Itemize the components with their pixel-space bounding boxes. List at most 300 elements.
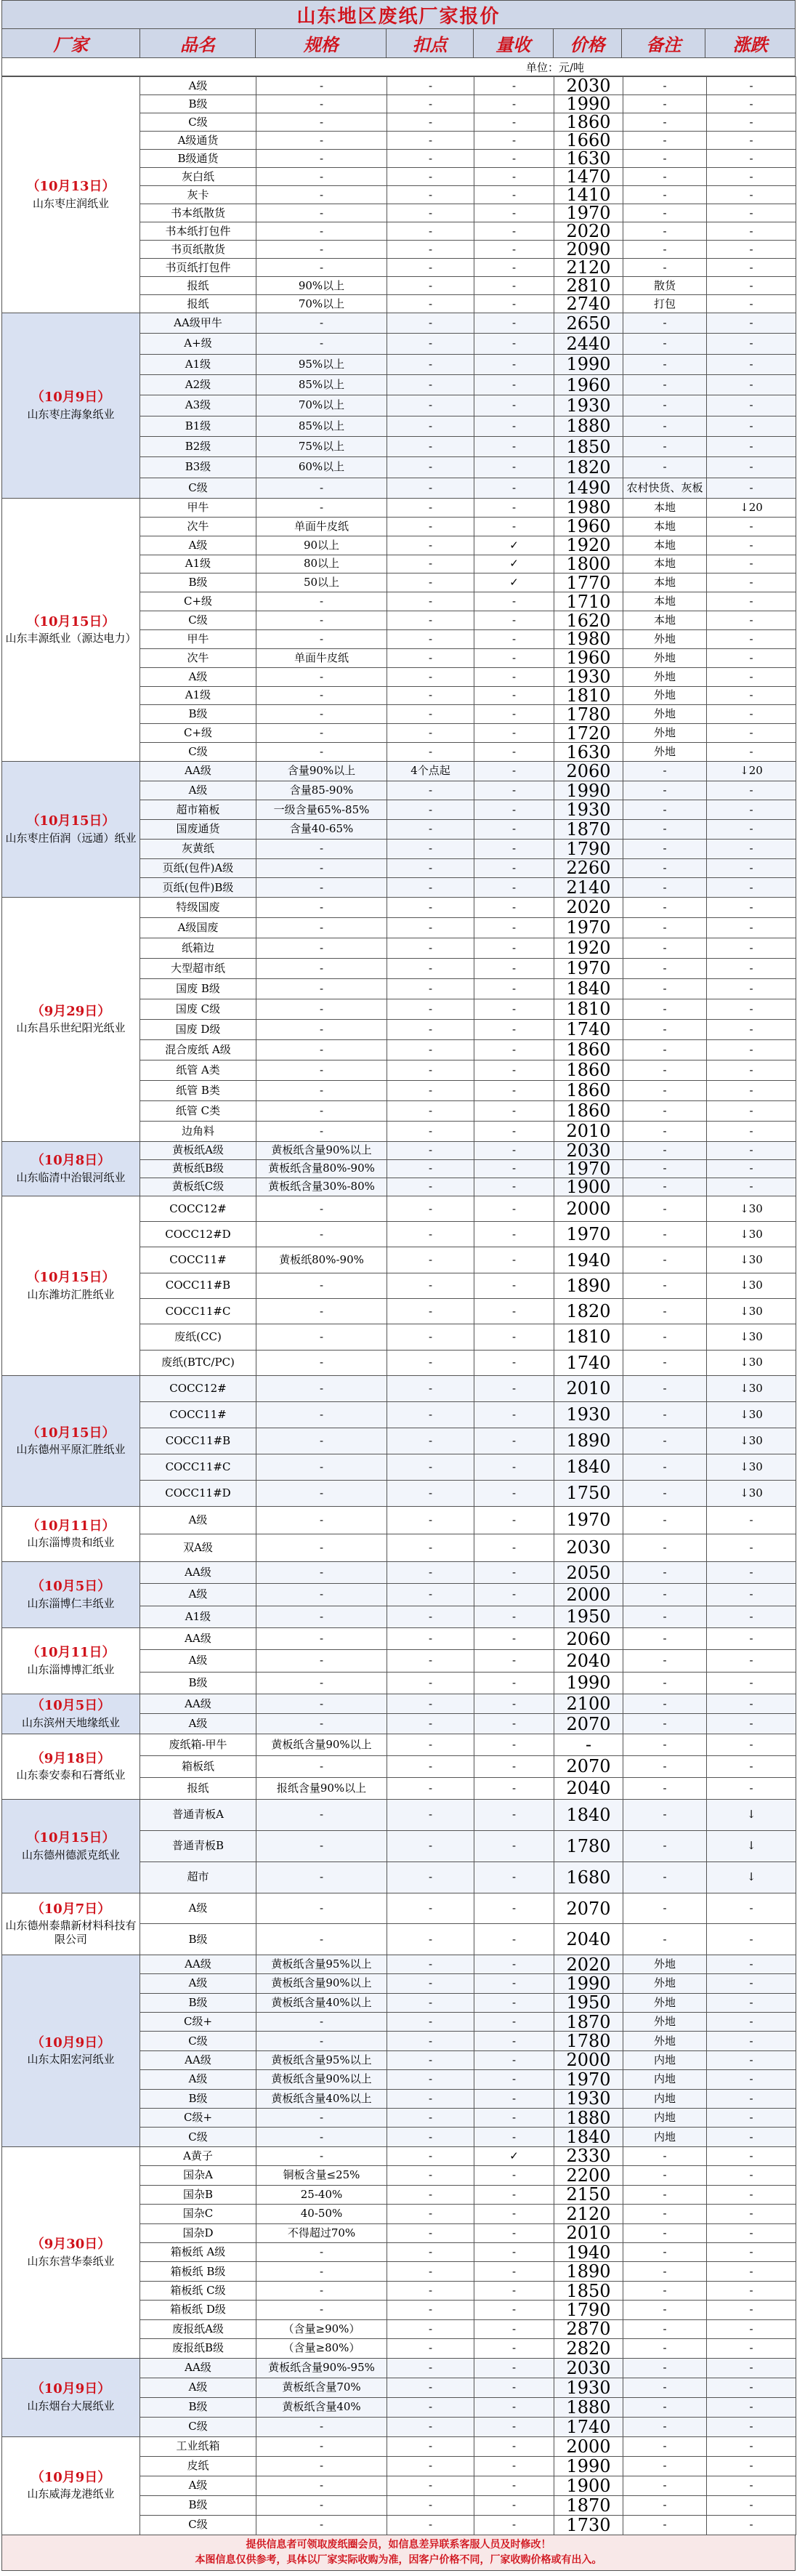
deduction-cell: - — [387, 2319, 474, 2338]
change-cell: - — [707, 781, 796, 800]
table-row — [2, 1506, 796, 1534]
spec-cell: 75%以上 — [256, 436, 387, 456]
price-cell: 1970 — [554, 1506, 623, 1534]
deduction-cell: - — [387, 820, 474, 840]
change-cell: - — [707, 1672, 796, 1694]
remark-cell: - — [623, 2301, 707, 2319]
footer-line: 提供信息者可领取废纸圈会员，如信息差异联系客服人员及时修改！ — [246, 2539, 551, 2551]
quantity-cell: - — [474, 354, 554, 374]
spec-cell: 黄板纸含量80%-90% — [256, 1159, 387, 1178]
change-cell: - — [707, 1993, 796, 2012]
change-cell: - — [707, 150, 796, 168]
company-name: 山东临清中治银河纸业 — [16, 1170, 126, 1184]
deduction-cell: - — [387, 858, 474, 878]
remark-cell: 外地 — [623, 2013, 707, 2032]
spec-cell: 85%以上 — [256, 416, 387, 436]
header-change: 涨跌 — [732, 34, 768, 55]
company-group — [2, 761, 796, 897]
product-cell: A级 — [140, 2378, 256, 2397]
change-cell: - — [707, 168, 796, 186]
price-cell: - — [554, 1734, 623, 1755]
quantity-cell: - — [474, 2515, 554, 2535]
change-cell: - — [707, 648, 796, 667]
quote-date: （10月13日） — [26, 179, 116, 195]
spec-cell: - — [256, 1627, 387, 1649]
product-cell: 普通青板B — [140, 1830, 256, 1861]
price-cell: 1840 — [554, 978, 623, 999]
price-cell: 1890 — [554, 1273, 623, 1298]
company-group — [2, 1734, 796, 1799]
spec-cell: - — [256, 1506, 387, 1534]
product-cell: 国废通货 — [140, 820, 256, 840]
deduction-cell: - — [387, 781, 474, 800]
deduction-cell: - — [387, 354, 474, 374]
remark-cell: - — [623, 1924, 707, 1955]
deduction-cell: - — [387, 2262, 474, 2281]
price-cell: 1730 — [554, 2515, 623, 2535]
change-cell: - — [707, 978, 796, 999]
spec-cell: - — [256, 978, 387, 999]
price-cell: 1630 — [554, 150, 623, 168]
product-cell: 灰白纸 — [140, 168, 256, 186]
company-cell — [2, 313, 140, 499]
price-cell: 1780 — [554, 2032, 623, 2050]
quantity-cell: - — [474, 1694, 554, 1714]
spec-cell: - — [256, 999, 387, 1019]
product-cell: 次牛 — [140, 648, 256, 667]
deduction-cell: - — [387, 313, 474, 334]
company-name: 山东泰安泰和石膏纸业 — [16, 1768, 126, 1782]
product-cell: 灰黄纸 — [140, 839, 256, 858]
remark-cell: - — [623, 2146, 707, 2165]
unit-note: 单位：元/吨 — [1, 58, 796, 76]
spec-cell: 70%以上 — [256, 295, 387, 313]
price-cell: 1970 — [554, 2070, 623, 2089]
spec-cell: - — [256, 2417, 387, 2436]
deduction-cell: - — [387, 724, 474, 743]
deduction-cell: - — [387, 150, 474, 168]
quantity-cell: - — [474, 277, 554, 295]
product-cell: 书本纸打包件 — [140, 222, 256, 241]
table-header — [1, 29, 796, 58]
quantity-cell: - — [474, 1830, 554, 1861]
product-cell: 次牛 — [140, 517, 256, 536]
spec-cell: 40-50% — [256, 2205, 387, 2223]
deduction-cell: - — [387, 648, 474, 667]
spec-cell: - — [256, 629, 387, 648]
company-name: 山东潍坊汇胜纸业 — [27, 1287, 115, 1301]
price-cell: 1920 — [554, 938, 623, 958]
quantity-cell: - — [474, 295, 554, 313]
quantity-cell: - — [474, 2262, 554, 2281]
product-cell: 页纸(包件)B级 — [140, 878, 256, 898]
footer-line: 本图信息仅供参考，具体以厂家实际收购为准，因客户价格不同，厂家收购价格或有出入。 — [195, 2553, 602, 2566]
deduction-cell: - — [387, 2050, 474, 2069]
quantity-cell: - — [474, 2436, 554, 2456]
price-cell: 1890 — [554, 2262, 623, 2281]
spec-cell: 黄板纸含量90%-95% — [256, 2358, 387, 2378]
quote-date: （10月15日） — [26, 1425, 116, 1441]
deduction-cell: - — [387, 113, 474, 132]
change-cell: - — [707, 277, 796, 295]
product-cell: A1级 — [140, 555, 256, 573]
price-cell: 1850 — [554, 436, 623, 456]
price-cell: 2070 — [554, 1714, 623, 1734]
spec-cell: - — [256, 2128, 387, 2146]
company-group — [2, 1955, 796, 2146]
spec-cell: 一级含量65%-85% — [256, 800, 387, 820]
remark-cell: - — [623, 917, 707, 938]
product-cell: 混合废纸 A级 — [140, 1039, 256, 1060]
price-cell: 1990 — [554, 2456, 623, 2476]
price-cell: 2040 — [554, 1924, 623, 1955]
deduction-cell: - — [387, 2301, 474, 2319]
spec-cell: 95%以上 — [256, 354, 387, 374]
spec-cell: 黄板纸含量95%以上 — [256, 1955, 387, 1973]
change-cell: - — [707, 1561, 796, 1583]
table-row — [2, 2436, 796, 2456]
price-cell: 1930 — [554, 1401, 623, 1428]
deduction-cell: - — [387, 2070, 474, 2089]
deduction-cell: - — [387, 2146, 474, 2165]
product-cell: B级 — [140, 2495, 256, 2515]
quantity-cell: - — [474, 743, 554, 762]
product-cell: 报纸 — [140, 1777, 256, 1799]
remark-cell: - — [623, 1755, 707, 1777]
company-group — [2, 2146, 796, 2358]
quantity-cell: - — [474, 1606, 554, 1627]
quantity-cell: - — [474, 1141, 554, 1159]
change-cell: - — [707, 1606, 796, 1627]
spec-cell: - — [256, 1019, 387, 1039]
spec-cell: - — [256, 1196, 387, 1221]
change-cell: - — [707, 2339, 796, 2358]
price-cell: 1810 — [554, 1324, 623, 1350]
company-cell — [2, 1196, 140, 1375]
header-spec: 规格 — [256, 29, 387, 57]
price-cell: 1960 — [554, 648, 623, 667]
change-cell: - — [707, 1694, 796, 1714]
price-cell: 1930 — [554, 800, 623, 820]
deduction-cell: - — [387, 1861, 474, 1893]
quantity-cell: - — [474, 186, 554, 204]
change-cell: - — [707, 2108, 796, 2127]
price-cell: 1620 — [554, 611, 623, 630]
spec-cell: 含量90%以上 — [256, 761, 387, 781]
remark-cell: - — [623, 2281, 707, 2300]
remark-cell: 本地 — [623, 517, 707, 536]
quantity-cell: - — [474, 2050, 554, 2069]
remark-cell: - — [623, 2417, 707, 2436]
footer-note — [1, 2535, 796, 2571]
price-cell: 1660 — [554, 132, 623, 150]
deduction-cell: - — [387, 536, 474, 555]
quantity-cell: - — [474, 1893, 554, 1924]
product-cell: 书页纸打包件 — [140, 259, 256, 277]
deduction-cell: - — [387, 1974, 474, 1993]
quantity-cell: - — [474, 611, 554, 630]
product-cell: 报纸 — [140, 295, 256, 313]
quantity-cell: - — [474, 2032, 554, 2050]
change-cell: - — [707, 878, 796, 898]
product-cell: AA级 — [140, 2358, 256, 2378]
spec-cell: - — [256, 2515, 387, 2535]
spec-cell: - — [256, 1755, 387, 1777]
deduction-cell: - — [387, 1534, 474, 1561]
quantity-cell: - — [474, 820, 554, 840]
remark-cell: - — [623, 186, 707, 204]
price-cell: 1880 — [554, 2108, 623, 2127]
product-cell: B2级 — [140, 436, 256, 456]
product-cell: C级 — [140, 743, 256, 762]
change-cell: ↓30 — [707, 1247, 796, 1273]
spec-cell: - — [256, 168, 387, 186]
quantity-cell: - — [474, 1755, 554, 1777]
change-cell: ↓30 — [707, 1401, 796, 1428]
table-row — [2, 1141, 796, 1159]
change-cell: - — [707, 1080, 796, 1100]
quantity-cell: - — [474, 416, 554, 436]
product-cell: AA级 — [140, 2050, 256, 2069]
spec-cell: - — [256, 222, 387, 241]
change-cell: ↓30 — [707, 1428, 796, 1454]
change-cell: - — [707, 724, 796, 743]
spec-cell: 黄板纸含量40%以上 — [256, 1993, 387, 2012]
spec-cell: - — [256, 150, 387, 168]
price-table — [1, 76, 796, 2535]
change-cell: ↓30 — [707, 1196, 796, 1221]
spec-cell: - — [256, 259, 387, 277]
product-cell: A级 — [140, 781, 256, 800]
product-cell: 甲牛 — [140, 629, 256, 648]
price-cell: 1820 — [554, 457, 623, 478]
spec-cell: - — [256, 334, 387, 354]
remark-cell: - — [623, 1506, 707, 1534]
deduction-cell: - — [387, 2089, 474, 2108]
product-cell: 普通青板A — [140, 1799, 256, 1830]
deduction-cell: - — [387, 1755, 474, 1777]
deduction-cell: - — [387, 295, 474, 313]
spec-cell: 铜板含量≤25% — [256, 2166, 387, 2185]
price-cell: 1970 — [554, 1222, 623, 1247]
price-cell: 1860 — [554, 113, 623, 132]
deduction-cell: - — [387, 1141, 474, 1159]
spec-cell: 黄板纸含量90%以上 — [256, 1141, 387, 1159]
remark-cell: - — [623, 2515, 707, 2535]
quantity-cell: - — [474, 2397, 554, 2417]
spec-cell: 85%以上 — [256, 374, 387, 395]
product-cell: A级通货 — [140, 132, 256, 150]
remark-cell: - — [623, 1019, 707, 1039]
spec-cell: - — [256, 897, 387, 917]
product-cell: 纸管 A类 — [140, 1060, 256, 1080]
product-cell: COCC11#B — [140, 1273, 256, 1298]
remark-cell: 外地 — [623, 1993, 707, 2012]
quantity-cell: - — [474, 2456, 554, 2476]
quantity-cell: - — [474, 1480, 554, 1506]
deduction-cell: - — [387, 2185, 474, 2204]
deduction-cell: - — [387, 1100, 474, 1121]
remark-cell: - — [623, 95, 707, 113]
deduction-cell: - — [387, 132, 474, 150]
table-row — [2, 1955, 796, 1973]
change-cell: - — [707, 839, 796, 858]
price-cell: 1860 — [554, 1060, 623, 1080]
product-cell: C级 — [140, 478, 256, 498]
remark-cell: 外地 — [623, 686, 707, 705]
price-cell: 1980 — [554, 498, 623, 517]
deduction-cell: - — [387, 1584, 474, 1606]
price-cell: 1820 — [554, 1299, 623, 1324]
price-cell: 1970 — [554, 958, 623, 978]
spec-cell: - — [256, 113, 387, 132]
quantity-cell: - — [474, 1222, 554, 1247]
company-cell — [2, 1694, 140, 1734]
quantity-cell: - — [474, 839, 554, 858]
remark-cell: - — [623, 1480, 707, 1506]
quantity-cell: - — [474, 2223, 554, 2242]
remark-cell: - — [623, 1606, 707, 1627]
remark-cell: - — [623, 1650, 707, 1672]
change-cell: - — [707, 1121, 796, 1141]
deduction-cell: - — [387, 1924, 474, 1955]
product-cell: AA级 — [140, 761, 256, 781]
change-cell: - — [707, 1734, 796, 1755]
spec-cell: - — [256, 95, 387, 113]
remark-cell: - — [623, 168, 707, 186]
quote-date: （10月11日） — [26, 1645, 116, 1661]
change-cell: - — [707, 2185, 796, 2204]
change-cell: - — [707, 2013, 796, 2032]
spec-cell: - — [256, 686, 387, 705]
spec-cell: 黄板纸含量90%以上 — [256, 1734, 387, 1755]
quantity-cell: - — [474, 1627, 554, 1649]
change-cell: ↓ — [707, 1830, 796, 1861]
price-cell: 1740 — [554, 2417, 623, 2436]
change-cell: - — [707, 354, 796, 374]
price-cell: 1940 — [554, 1247, 623, 1273]
remark-cell: - — [623, 334, 707, 354]
remark-cell: 外地 — [623, 705, 707, 724]
table-row — [2, 1893, 796, 1924]
change-cell: - — [707, 2319, 796, 2338]
product-cell: 国废 D级 — [140, 1019, 256, 1039]
change-cell: - — [707, 2378, 796, 2397]
spec-cell: - — [256, 592, 387, 611]
change-cell: - — [707, 1627, 796, 1649]
deduction-cell: - — [387, 374, 474, 395]
deduction-cell: - — [387, 1893, 474, 1924]
change-cell: - — [707, 313, 796, 334]
remark-cell: - — [623, 958, 707, 978]
price-cell: 2070 — [554, 1893, 623, 1924]
price-cell: 2200 — [554, 2166, 623, 2185]
company-group — [2, 897, 796, 1141]
remark-cell: - — [623, 1584, 707, 1606]
company-name: 山东德州泰鼎新材料科技有限公司 — [5, 1919, 137, 1947]
company-cell — [2, 1506, 140, 1561]
company-group — [2, 1893, 796, 1955]
deduction-cell: - — [387, 2436, 474, 2456]
company-group — [2, 2436, 796, 2535]
price-cell: 2150 — [554, 2185, 623, 2204]
quote-date: （10月11日） — [26, 1518, 116, 1534]
spec-cell: 黄板纸含量95%以上 — [256, 2050, 387, 2069]
change-cell: - — [707, 705, 796, 724]
remark-cell: 农村快货、灰板 — [623, 478, 707, 498]
product-cell: 箱板纸 C级 — [140, 2281, 256, 2300]
quantity-cell: - — [474, 781, 554, 800]
change-cell: - — [707, 958, 796, 978]
remark-cell: 散货 — [623, 277, 707, 295]
deduction-cell: - — [387, 334, 474, 354]
remark-cell: - — [623, 839, 707, 858]
company-group — [2, 1561, 796, 1627]
company-cell — [2, 1375, 140, 1506]
table-row — [2, 498, 796, 517]
spec-cell: 90以上 — [256, 536, 387, 555]
remark-cell: - — [623, 1830, 707, 1861]
company-name: 山东昌乐世纪阳光纸业 — [16, 1021, 126, 1035]
header-product: 品名 — [140, 29, 256, 57]
remark-cell: 内地 — [623, 2089, 707, 2108]
deduction-cell: - — [387, 2495, 474, 2515]
change-cell: - — [707, 2436, 796, 2456]
quantity-cell: - — [474, 313, 554, 334]
change-cell: ↓20 — [707, 498, 796, 517]
product-cell: 大型超市纸 — [140, 958, 256, 978]
company-cell — [2, 761, 140, 897]
spec-cell: 黄板纸含量90%以上 — [256, 2070, 387, 2089]
price-cell: 2030 — [554, 77, 623, 95]
deduction-cell: - — [387, 1350, 474, 1375]
change-cell: - — [707, 113, 796, 132]
product-cell: 国杂C — [140, 2205, 256, 2223]
remark-cell: - — [623, 2319, 707, 2338]
product-cell: A2级 — [140, 374, 256, 395]
product-cell: COCC12#D — [140, 1222, 256, 1247]
product-cell: 报纸 — [140, 277, 256, 295]
header-price: 价格 — [554, 29, 623, 57]
company-cell — [2, 1799, 140, 1893]
price-cell: 1720 — [554, 724, 623, 743]
price-cell: 2650 — [554, 313, 623, 334]
change-cell: - — [707, 416, 796, 436]
quantity-cell: - — [474, 77, 554, 95]
price-cell: 1840 — [554, 2128, 623, 2146]
change-cell: - — [707, 917, 796, 938]
change-cell: - — [707, 2476, 796, 2495]
quote-date: （10月9日） — [31, 2034, 111, 2050]
quantity-cell: - — [474, 1375, 554, 1401]
company-group — [2, 1375, 796, 1506]
remark-cell: - — [623, 978, 707, 999]
spec-cell: - — [256, 1561, 387, 1583]
price-sheet — [1, 0, 796, 2571]
product-cell: C级 — [140, 2128, 256, 2146]
price-cell: 2020 — [554, 222, 623, 241]
product-cell: 书页纸散货 — [140, 241, 256, 259]
change-cell: - — [707, 2358, 796, 2378]
product-cell: 箱板纸 — [140, 1755, 256, 1777]
quantity-cell: - — [474, 648, 554, 667]
remark-cell: - — [623, 2205, 707, 2223]
company-name: 山东德州平原汇胜纸业 — [16, 1443, 126, 1457]
change-cell: - — [707, 478, 796, 498]
company-group — [2, 77, 796, 313]
remark-cell: - — [623, 2262, 707, 2281]
remark-cell: 外地 — [623, 2032, 707, 2050]
